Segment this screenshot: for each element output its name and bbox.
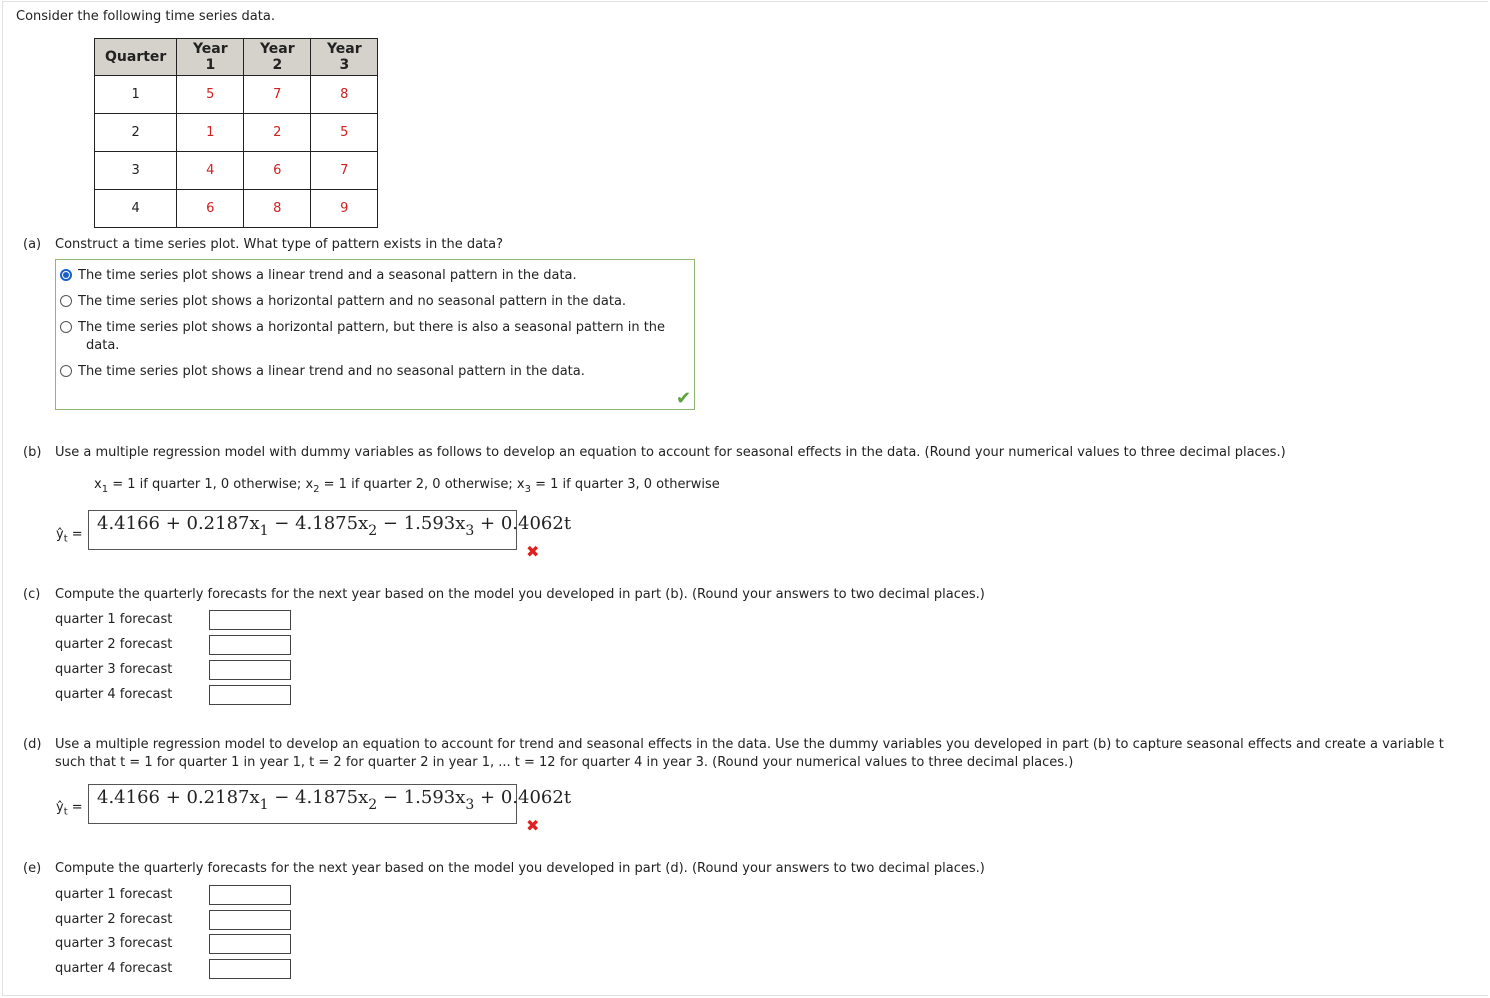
part-d-question-line2: such that t = 1 for quarter 1 in year 1, t = 2 for quarter 2 in year 1, ... t = 12 for quarter 4 in year 3. (Round your numerical values to three decimal places.)	[55, 755, 1074, 770]
eq-sub: 1	[259, 797, 269, 813]
dummy-definition	[94, 477, 720, 495]
value-cell: 6	[244, 152, 311, 190]
eq-part: − 1.593x	[377, 787, 466, 808]
intro-text: Consider the following time series data.	[16, 9, 275, 24]
value-cell: 9	[311, 190, 378, 228]
quarter-cell: 2	[95, 114, 177, 152]
header-year1: Year 1	[177, 39, 244, 76]
table-row	[95, 190, 378, 228]
dummy-x: x	[516, 477, 525, 492]
part-e-q4-label: quarter 4 forecast	[55, 961, 173, 976]
eq-part: − 1.593x	[377, 513, 466, 534]
option-4[interactable]	[60, 364, 585, 379]
part-c-q2-label: quarter 2 forecast	[55, 637, 173, 652]
table-row	[95, 114, 378, 152]
correct-check-icon: ✔	[676, 388, 692, 409]
table-row	[95, 152, 378, 190]
option-1-text: The time series plot shows a linear trend and a seasonal pattern in the data.	[78, 268, 577, 283]
part-a-label: (a)	[23, 237, 42, 252]
part-e-q3-forecast-input[interactable]	[209, 934, 291, 954]
value-cell: 8	[244, 190, 311, 228]
eq-part: 4.4166 + 0.2187x	[97, 513, 260, 534]
yhat-equals: =	[67, 800, 83, 815]
header-quarter: Quarter	[95, 39, 177, 76]
option-3-continuation: data.	[86, 338, 120, 353]
radio-selected-icon[interactable]	[60, 269, 72, 281]
header-year2: Year 2	[244, 39, 311, 76]
yhat-sub: t	[63, 533, 68, 545]
eq-part: − 4.1875x	[268, 787, 369, 808]
part-e-q2-forecast-input[interactable]	[209, 910, 291, 930]
part-e-question: Compute the quarterly forecasts for the next year based on the model you developed in part (d). (Round your answers to two decimal places.)	[55, 861, 985, 876]
part-c-q1-label: quarter 1 forecast	[55, 612, 173, 627]
value-cell: 4	[177, 152, 244, 190]
yhat-sub: t	[63, 806, 68, 818]
option-2[interactable]	[60, 294, 626, 309]
value-cell: 8	[311, 76, 378, 114]
part-c-question: Compute the quarterly forecasts for the next year based on the model you developed in part (b). (Round your answers to two decimal places.)	[55, 587, 985, 602]
part-e-q1-forecast-input[interactable]	[209, 885, 291, 905]
time-series-table	[94, 38, 378, 228]
part-d-label: (d)	[23, 737, 42, 752]
value-cell: 7	[244, 76, 311, 114]
dummy-x: x	[94, 477, 102, 492]
part-b-label: (b)	[23, 445, 42, 460]
dummy-text: = 1 if quarter 2, 0 otherwise;	[319, 477, 517, 492]
part-b-equation-input[interactable]	[88, 510, 572, 550]
quarter-cell: 3	[95, 152, 177, 190]
dummy-text: = 1 if quarter 1, 0 otherwise;	[108, 477, 306, 492]
part-c-q2-forecast-input[interactable]	[209, 635, 291, 655]
eq-sub: 2	[368, 523, 378, 539]
header-year3: Year 3	[311, 39, 378, 76]
part-c-q1-forecast-input[interactable]	[209, 610, 291, 630]
table-header-row	[95, 39, 378, 76]
eq-part: 4.4166 + 0.2187x	[97, 787, 260, 808]
radio-icon[interactable]	[60, 365, 72, 377]
dummy-sub: 1	[101, 484, 109, 495]
eq-sub: 3	[465, 523, 475, 539]
dummy-sub: 3	[524, 484, 531, 495]
option-4-text: The time series plot shows a linear trend and no seasonal pattern in the data.	[78, 364, 585, 379]
radio-icon[interactable]	[60, 321, 72, 333]
eq-sub: 2	[368, 797, 378, 813]
part-b-question: Use a multiple regression model with dummy variables as follows to develop an equation to account for seasonal effects in the data. (Round your numerical values to three decimal places.)	[55, 445, 1286, 460]
part-a-question: Construct a time series plot. What type of pattern exists in the data?	[55, 237, 504, 252]
option-3-text: The time series plot shows a horizontal pattern, but there is also a seasonal pattern in the	[78, 320, 666, 335]
eq-sub: 3	[465, 797, 475, 813]
part-c-label: (c)	[23, 587, 41, 602]
dummy-text: = 1 if quarter 3, 0 otherwise	[530, 477, 720, 492]
part-e-q2-label: quarter 2 forecast	[55, 912, 173, 927]
yhat-label-d	[56, 800, 83, 818]
eq-part: − 4.1875x	[268, 513, 369, 534]
part-d-question-line1: Use a multiple regression model to develop an equation to account for trend and seasonal effects in the data. Use the dummy variables you developed in part (b) to capture seasonal effects and create a variable t	[55, 737, 1444, 752]
part-e-label: (e)	[23, 861, 42, 876]
dummy-sub: 2	[313, 484, 320, 495]
value-cell: 1	[177, 114, 244, 152]
part-e-q3-label: quarter 3 forecast	[55, 936, 173, 951]
option-3[interactable]	[60, 320, 665, 335]
part-c-q3-label: quarter 3 forecast	[55, 662, 173, 677]
part-c-q4-label: quarter 4 forecast	[55, 687, 173, 702]
yhat-equals: =	[67, 527, 83, 542]
yhat-label-b	[56, 527, 83, 545]
value-cell: 7	[311, 152, 378, 190]
quarter-cell: 1	[95, 76, 177, 114]
radio-icon[interactable]	[60, 295, 72, 307]
value-cell: 6	[177, 190, 244, 228]
yhat-symbol: ŷ	[56, 800, 64, 815]
value-cell: 5	[311, 114, 378, 152]
yhat-symbol: ŷ	[56, 527, 64, 542]
part-a-options	[55, 259, 695, 410]
part-e-q1-label: quarter 1 forecast	[55, 887, 173, 902]
eq-part: + 0.4062t	[474, 787, 572, 808]
part-d-equation-input[interactable]	[88, 784, 572, 824]
part-c-q4-forecast-input[interactable]	[209, 685, 291, 705]
part-e-q4-forecast-input[interactable]	[209, 959, 291, 979]
option-2-text: The time series plot shows a horizontal pattern and no seasonal pattern in the data.	[78, 294, 627, 309]
option-1[interactable]	[60, 268, 577, 283]
value-cell: 2	[244, 114, 311, 152]
part-c-q3-forecast-input[interactable]	[209, 660, 291, 680]
incorrect-x-icon: ✖	[526, 816, 540, 835]
eq-sub: 1	[259, 523, 269, 539]
incorrect-x-icon: ✖	[526, 542, 540, 561]
dummy-x: x	[305, 477, 314, 492]
eq-part: + 0.4062t	[474, 513, 572, 534]
value-cell: 5	[177, 76, 244, 114]
table-row	[95, 76, 378, 114]
quarter-cell: 4	[95, 190, 177, 228]
